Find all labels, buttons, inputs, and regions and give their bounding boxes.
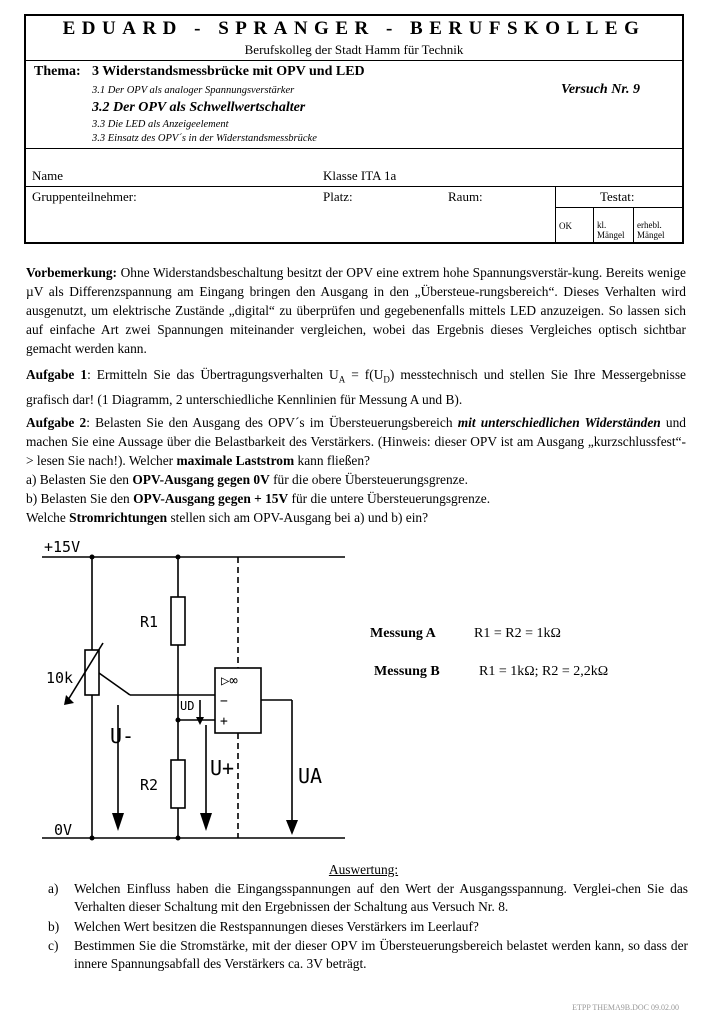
aufgabe-1 [26,365,686,409]
subscript: A [338,374,346,385]
zero-volt-label: 0V [54,821,73,839]
vorbemerkung [26,263,686,358]
school-name: EDUARD - SPRANGER - BERUFSKOLLEG [62,18,646,39]
r1-label: R1 [140,613,159,631]
u-d-label: UD [180,699,195,713]
gruppe-label: Gruppenteilnehmer: [32,189,137,204]
divider [593,207,594,244]
item-text: Welchen Einfluss haben die Eingangsspannungen auf den Wert der Ausgangsspannung. Verglei-chen Sie das Verhalten dieser Schaltung mit den Ergebnissen der Schaltung aus Versuch Nr. 8. [74,881,688,914]
aufgabe-2-line-c: Welche Stromrichtungen stellen sich am OPV-Ausgang bei a) und b) ein? [26,510,429,525]
item-text: Bestimmen Sie die Stromstärke, mit der dieser OPV im Übersteuerungsbereich belastet werden kann, so dass der innere Spannungsabfall des Verstärkers ca. 3V beträgt. [74,938,688,971]
topic-item: 3.3 Einsatz des OPV´s in der Widerstandsmessbrücke [92,133,317,144]
aufgabe-2-bold: maximale Laststrom [176,453,295,468]
aufgabe-1-text: ) messtechnisch und stellen Sie Ihre Messergebnisse grafisch dar! (1 Diagramm, 2 unterschiedliche Kennlinien für Messung A und B). [26,367,686,407]
aufgabe-2-text: kann fließen? [294,453,371,468]
opamp-plus-input: + [220,714,228,729]
u-plus-label: U+ [210,756,235,780]
vorbemerkung-label: Vorbemerkung: [26,265,118,280]
aufgabe-1-label: Aufgabe 1 [26,367,88,382]
auswertung-item-c [48,937,688,973]
raum-label: Raum: [448,189,483,204]
vorbemerkung-text: Ohne Widerstandsbeschaltung besitzt der OPV eine extrem hohe Spannungsverstär-kung. Bereits wenige µV als Differenzspannung am Eingang bringen den Ausgang in den „Übersteue-rungsbereich“. Dieses Verhalten wird ausgenutzt, um elektrische Zustände „digital“ zu überprüfen und gegebenenfalls mittels LED anzuzeigen. So lassen sich auf einfache Art zwei Spannungen miteinander vergleichen, wobei das Ergebnis dieses Vergleiches optisch sichtbar gemacht werden kann. [26,265,686,356]
platz-label: Platz: [323,189,353,204]
testat-ok: OK [559,221,572,231]
thema-label: Thema: [34,64,81,79]
opamp-symbol: ▷∞ [221,673,238,689]
item-marker: b) [48,919,60,934]
opamp-minus-input: − [220,694,228,709]
divider [26,60,682,61]
aufgabe-2-label: Aufgabe 2 [26,415,87,430]
auswertung-title: Auswertung: [328,862,399,877]
aufgabe-2-line-a: a) Belasten Sie den OPV-Ausgang gegen 0V für die obere Übersteuerungsgrenze. [26,472,468,487]
name-label: Name [32,168,64,183]
topic-item-current: 3.2 Der OPV als Schwellwertschalter [92,100,306,115]
divider [26,148,682,149]
divider [633,207,634,244]
testat-label: Testat: [600,189,635,204]
klasse-label: Klasse ITA 1a [323,168,397,183]
footer: ETPP THEMA9B.DOC 09.02.00 [572,1003,679,1012]
topic-item: 3.1 Der OPV als analoger Spannungsverstärker [92,85,295,96]
testat-kl-maengel: kl. Mängel [597,220,625,240]
circuit-diagram [30,535,350,855]
u-a-label: UA [298,764,323,788]
auswertung-item-a [48,880,688,916]
aufgabe-1-text: : Ermitteln Sie das Übertragungsverhalten U [87,367,339,382]
messung-a-label: Messung A [370,626,436,641]
messung-b-label: Messung B [374,664,440,679]
testat-erhebl-maengel: erhebl. Mängel [637,220,665,240]
r2-label: R2 [140,776,159,794]
divider [555,186,556,244]
messung-a-value: R1 = R2 = 1kΩ [474,626,561,641]
versuch-number: Versuch Nr. 9 [561,82,640,97]
aufgabe-1-text: = f(U [345,367,384,382]
divider [26,186,682,187]
subscript: D [383,374,390,385]
aufgabe-2-text: und machen Sie eine Aussage über die Belastbarkeit des Verstärkers. (Hinweis: dieser OPV ist am Ausgang „kurzschlussfest“-> lesen Sie nach!). Welcher [26,415,686,468]
aufgabe-2 [26,413,686,470]
aufgabe-2-text: : Belasten Sie den Ausgang des OPV´s im Übersteuerungsbereich [86,415,458,430]
thema-title: 3 Widerstandsmessbrücke mit OPV und LED [92,64,365,79]
messung-b-value: R1 = 1kΩ; R2 = 2,2kΩ [479,664,609,679]
topic-item: 3.3 Die LED als Anzeigeelement [92,119,229,130]
auswertung-item-b [48,918,688,936]
header-box [24,14,684,244]
item-marker: a) [48,881,59,896]
aufgabe-2-line-b: b) Belasten Sie den OPV-Ausgang gegen + 15V für die untere Übersteuerungsgrenze. [26,491,491,506]
school-subtitle: Berufskolleg der Stadt Hamm für Technik [244,42,464,57]
item-marker: c) [48,938,59,953]
plus-15v-label: +15V [44,538,81,556]
divider [555,207,682,208]
pot-label: 10k [46,669,74,687]
u-minus-label: U- [110,724,135,748]
aufgabe-2-emphasis: mit unterschiedlichen Widerständen [457,415,661,430]
item-text: Welchen Wert besitzen die Restspannungen dieses Verstärkers im Leerlauf? [74,919,479,934]
